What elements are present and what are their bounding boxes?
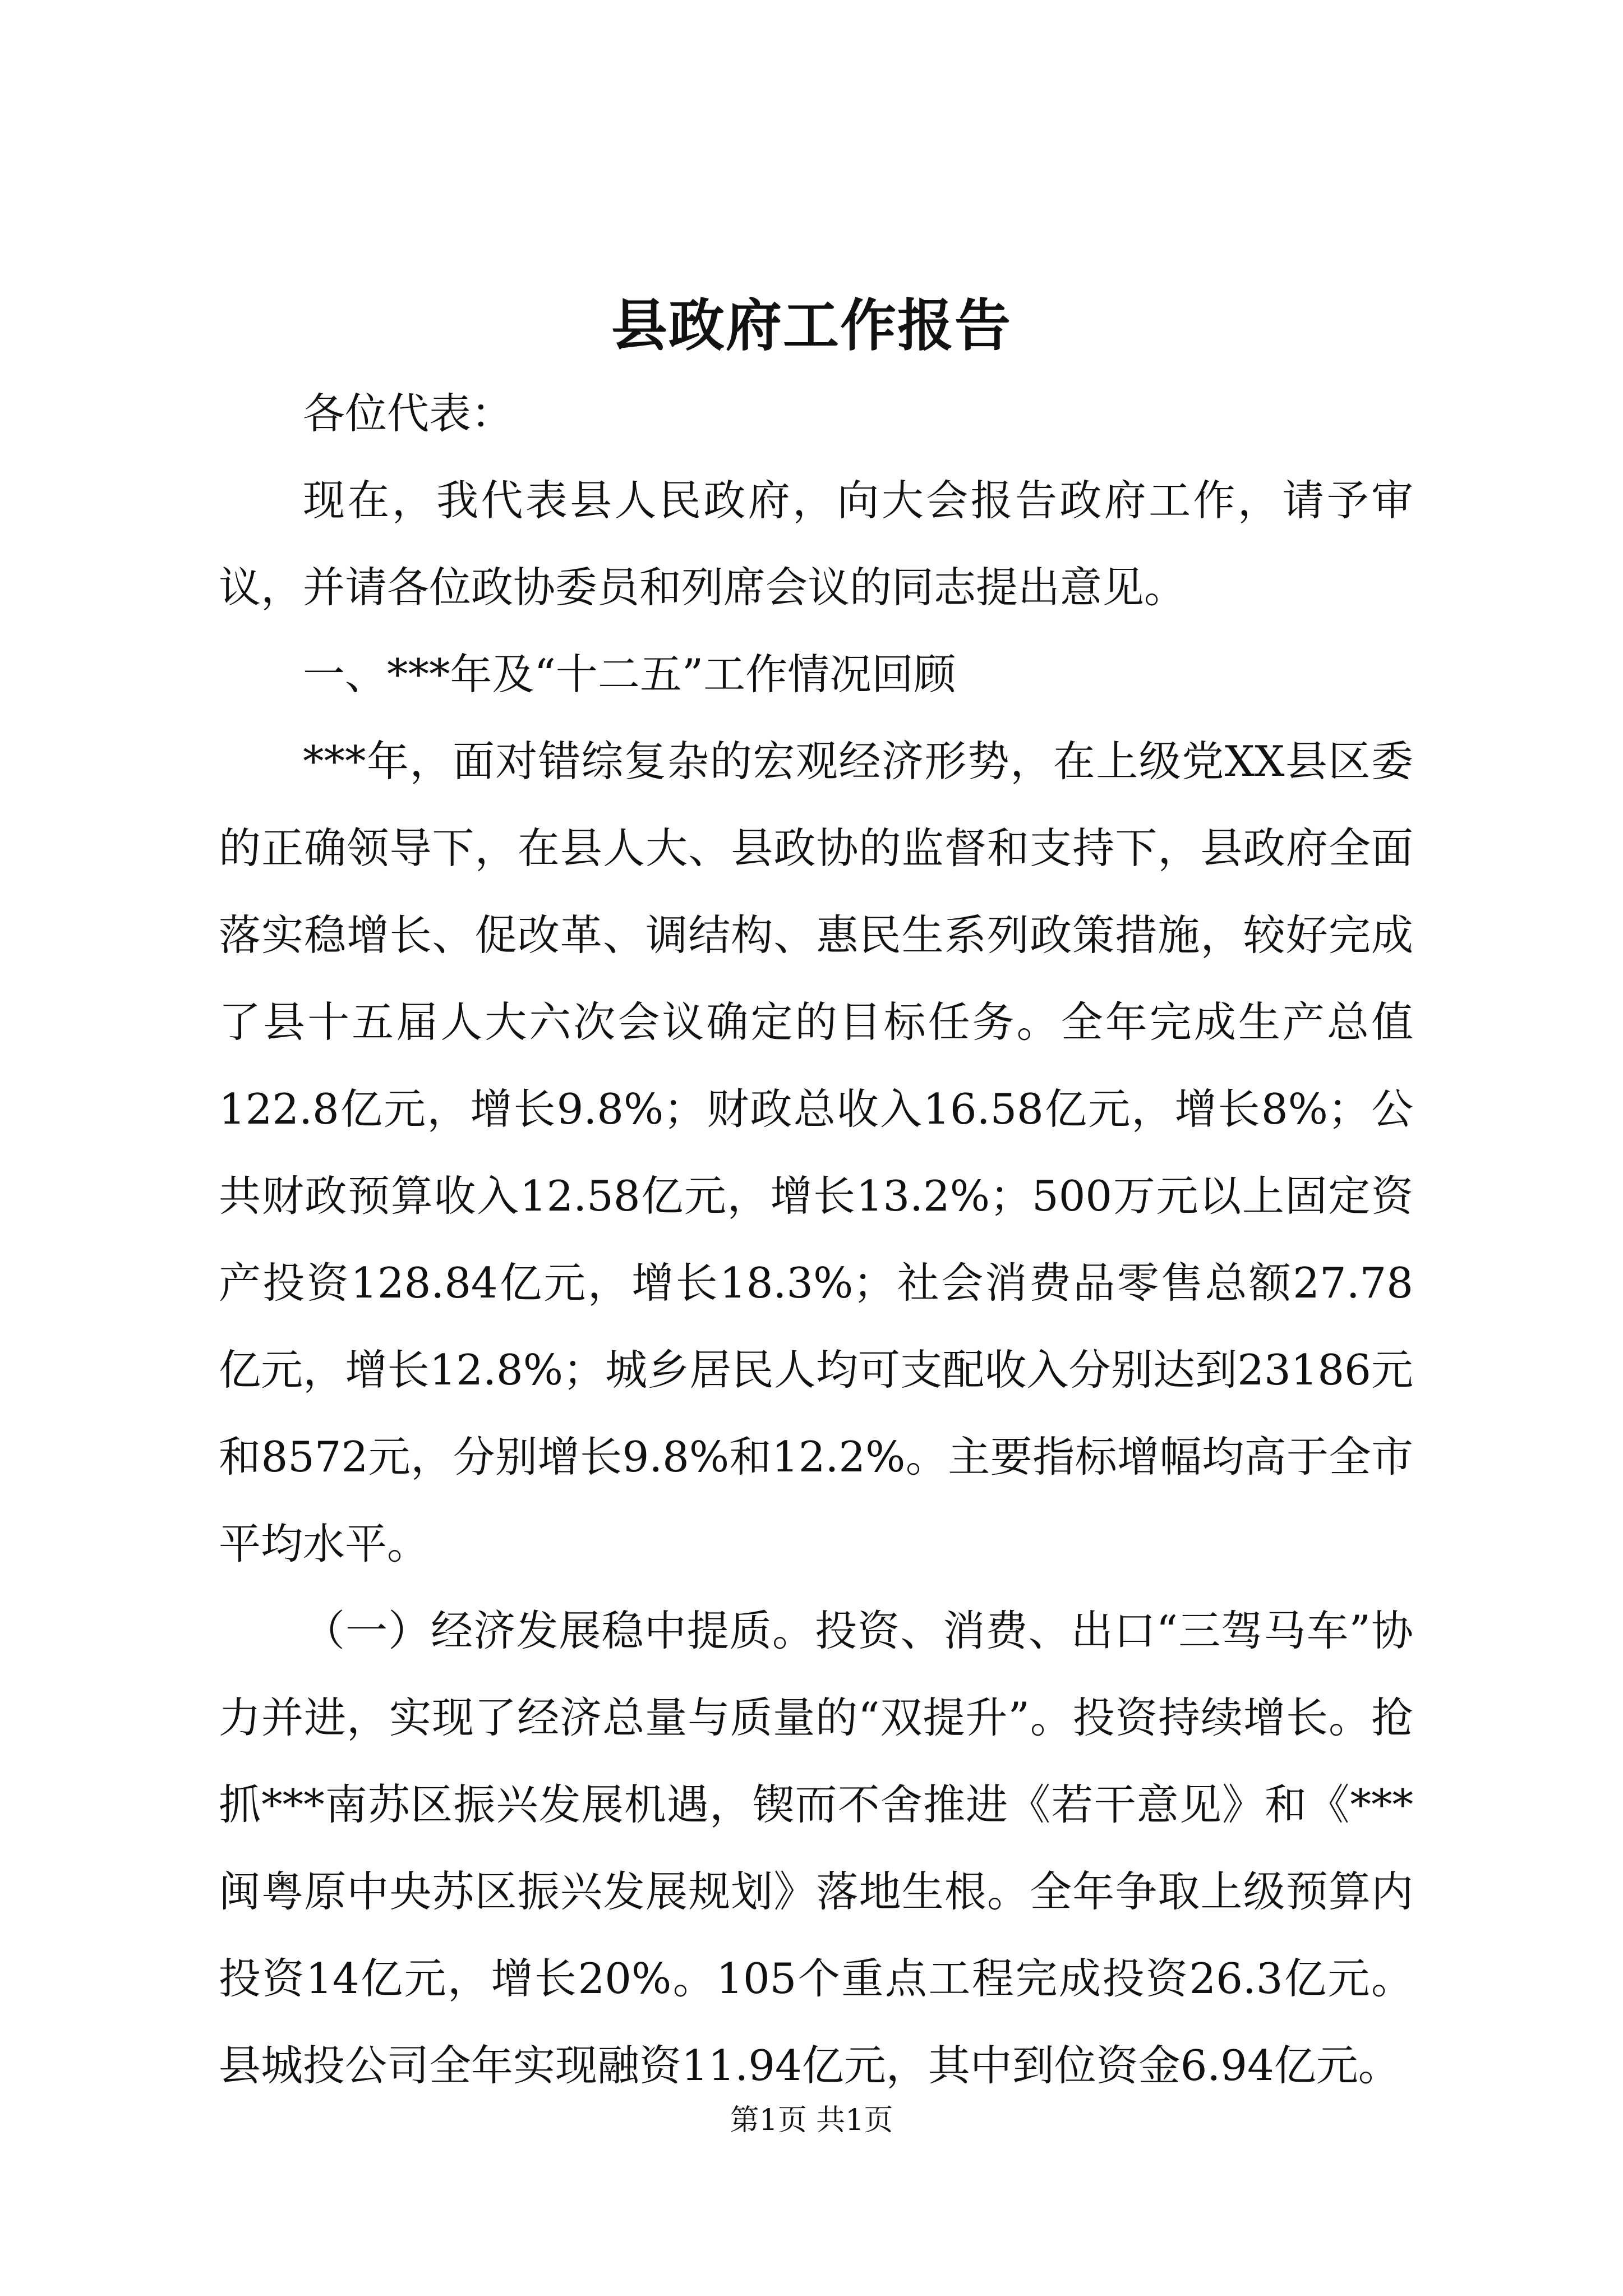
page-footer: 第1页 共1页	[730, 2104, 893, 2137]
section-heading: 一、***年及“十二五”工作情况回顾	[303, 650, 956, 699]
paragraph-salutation: 各位代表：	[303, 389, 514, 438]
page-title: 县政府工作报告	[611, 292, 1012, 358]
paragraph-review: ***年，面对错综复杂的宏观经济形势，在上级党XX县区委的正确领导下，在县人大、县政协的监督和支持下，县政府全面落实稳增长、促改革、调结构、惠民生系列政策措施，较好完成了县十五届人大六次会议确定的目标任务。全年完成生产总值122.8亿元，增长9.8%；财政总收入16.58亿元，增长8%；公共财政预算收入12.58亿元，增长13.2%；500万元以上固定资产投资128.84亿元，增长18.3%；社会消费品零售总额27.78亿元，增长12.8%；城乡居民人均可支配收入分别达到23186元和8572元，分别增长9.8%和12.2%。主要指标增幅均高于全市平均水平。	[219, 737, 1413, 1568]
document-body	[219, 370, 1413, 2109]
paragraph-intro: 现在，我代表县人民政府，向大会报告政府工作，请予审议，并请各位政协委员和列席会议的同志提出意见。	[219, 476, 1413, 612]
paragraph-economy: （一）经济发展稳中提质。投资、消费、出口“三驾马车”协力并进，实现了经济总量与质量的“双提升”。投资持续增长。抢抓***南苏区振兴发展机遇，锲而不舍推进《若干意见》和《***闽粤原中央苏区振兴发展规划》落地生根。全年争取上级预算内投资14亿元，增长20%。105个重点工程完成投资26.3亿元。县城投公司全年实现融资11.94亿元，其中到位资金6.94亿元。	[219, 1606, 1413, 2090]
